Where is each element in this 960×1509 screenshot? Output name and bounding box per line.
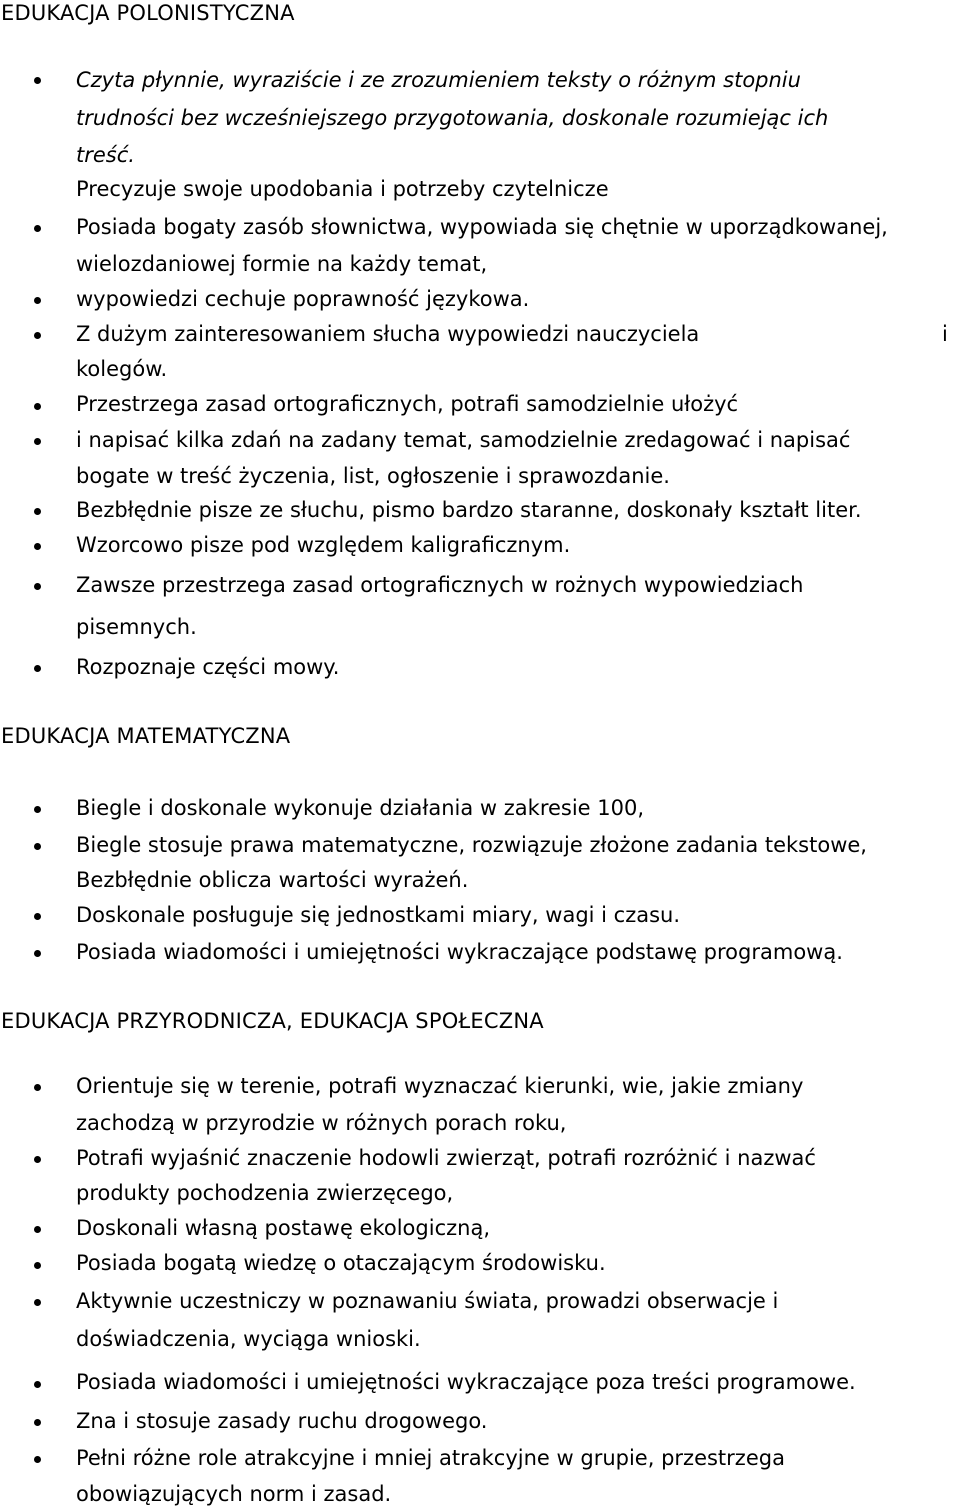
list-item-continuation: wielozdaniowej formie na każdy temat, [76, 252, 488, 276]
bullet-icon [34, 225, 41, 232]
list-item: Biegle stosuje prawa matematyczne, rozwiązuje złożone zadania tekstowe, [76, 833, 867, 857]
list-item: Aktywnie uczestniczy w poznawaniu świata, prowadzi obserwacje i [76, 1289, 779, 1313]
bullet-icon [34, 1156, 41, 1163]
list-item: Zna i stosuje zasady ruchu drogowego. [76, 1409, 488, 1433]
list-item: Posiada wiadomości i umiejętności wykraczające podstawę programową. [76, 940, 843, 964]
bullet-icon [34, 950, 41, 957]
bullet-icon [34, 403, 41, 410]
list-item-continuation: pisemnych. [76, 615, 197, 639]
bullet-icon [34, 1381, 41, 1388]
list-item: Posiada wiadomości i umiejętności wykraczające poza treści programowe. [76, 1370, 856, 1394]
list-item: Rozpoznaje części mowy. [76, 655, 340, 679]
list-item: Zawsze przestrzega zasad ortograficznych w rożnych wypowiedziach [76, 573, 804, 597]
bullet-icon [34, 843, 41, 850]
bullet-icon [34, 1419, 41, 1426]
bullet-icon [34, 438, 41, 445]
list-item: Posiada bogatą wiedzę o otaczającym środowisku. [76, 1251, 606, 1275]
list-item: wypowiedzi cechuje poprawność językowa. [76, 287, 530, 311]
list-item-continuation: bogate w treść życzenia, list, ogłoszenie i sprawozdanie. [76, 464, 670, 488]
list-item-continuation: produkty pochodzenia zwierzęcego, [76, 1181, 454, 1205]
list-item: Doskonale posługuje się jednostkami miary, wagi i czasu. [76, 903, 681, 927]
section-heading-matematyczna: EDUKACJA MATEMATYCZNA [1, 724, 291, 748]
bullet-icon [34, 1299, 41, 1306]
bullet-icon [34, 1262, 41, 1269]
list-item-continuation: kolegów. [76, 357, 168, 381]
list-item-continuation: Bezbłędnie oblicza wartości wyrażeń. [76, 868, 469, 892]
list-item: Potrafi wyjaśnić znaczenie hodowli zwierząt, potrafi rozróżnić i nazwać [76, 1146, 816, 1170]
bullet-icon [34, 665, 41, 672]
list-item: Biegle i doskonale wykonuje działania w zakresie 100, [76, 796, 645, 820]
bullet-icon [34, 332, 41, 339]
bullet-icon [34, 913, 41, 920]
list-item-continuation: obowiązujących norm i zasad. [76, 1482, 392, 1506]
section-heading-przyrodnicza-spoleczna: EDUKACJA PRZYRODNICZA, EDUKACJA SPOŁECZNA [1, 1009, 544, 1033]
list-item: Orientuje się w terenie, potrafi wyznaczać kierunki, wie, jakie zmiany [76, 1074, 804, 1098]
bullet-icon [34, 583, 41, 590]
bullet-icon [34, 1226, 41, 1233]
list-item: Posiada bogaty zasób słownictwa, wypowiada się chętnie w uporządkowanej, [76, 215, 888, 239]
list-item-continuation: trudności bez wcześniejszego przygotowania, doskonale rozumiejąc ich [76, 106, 829, 130]
list-item: Przestrzega zasad ortograficznych, potrafi samodzielnie ułożyć [76, 392, 739, 416]
list-item-continuation: zachodzą w przyrodzie w różnych porach roku, [76, 1111, 567, 1135]
bullet-icon [34, 806, 41, 813]
list-item: i napisać kilka zdań na zadany temat, samodzielnie zredagować i napisać [76, 428, 851, 452]
list-item: Bezbłędnie pisze ze słuchu, pismo bardzo staranne, doskonały kształt liter. [76, 498, 862, 522]
bullet-icon [34, 77, 41, 84]
list-item: Doskonali własną postawę ekologiczną, [76, 1216, 490, 1240]
bullet-icon [34, 1084, 41, 1091]
list-item: Pełni różne role atrakcyjne i mniej atrakcyjne w grupie, przestrzega [76, 1446, 785, 1470]
list-item-continuation: doświadczenia, wyciąga wnioski. [76, 1327, 421, 1351]
bullet-icon [34, 508, 41, 515]
bullet-icon [34, 543, 41, 550]
bullet-icon [34, 1456, 41, 1463]
list-item-trailing-word: i [942, 322, 948, 346]
list-item: Wzorcowo pisze pod względem kaligraficznym. [76, 533, 571, 557]
list-item: Z dużym zainteresowaniem słucha wypowiedzi nauczyciela [76, 322, 700, 346]
list-item-continuation: treść. [76, 143, 135, 167]
list-item: Czyta płynnie, wyraziście i ze zrozumieniem teksty o różnym stopniu [76, 68, 801, 92]
bullet-icon [34, 297, 41, 304]
list-item-continuation: Precyzuje swoje upodobania i potrzeby czytelnicze [76, 177, 609, 201]
section-heading-polonistyczna: EDUKACJA POLONISTYCZNA [1, 1, 295, 25]
